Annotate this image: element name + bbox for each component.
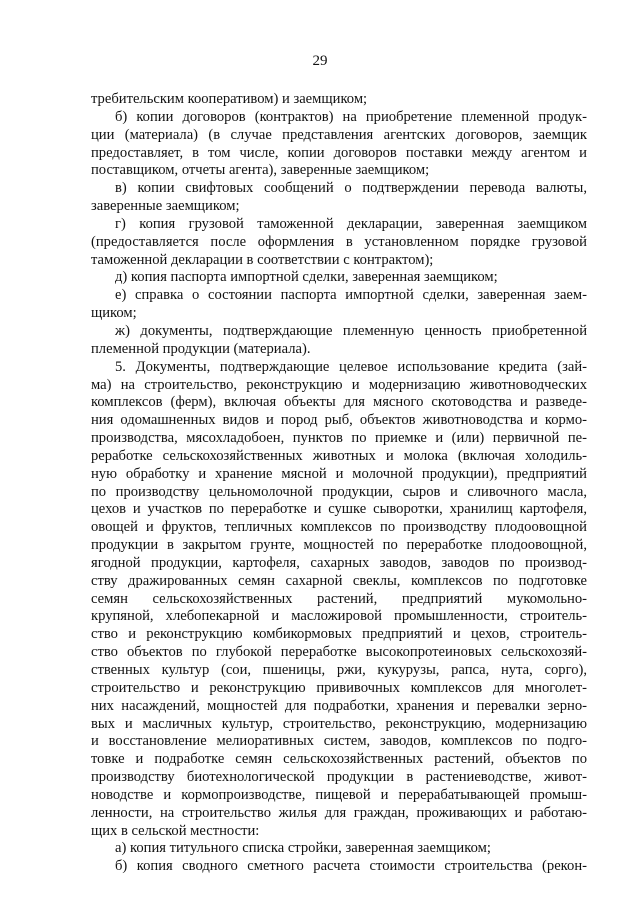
text-line: ную обработку и хранение мясной и молочной продукции), предприятий xyxy=(91,465,587,482)
text-line: требительским кооперативом) и заемщиком; xyxy=(91,91,368,107)
text-line: предоставляет, в том числе, копии договоров поставки между агентом и xyxy=(91,144,587,161)
text-line: таможенной декларации в соответствии с контрактом); xyxy=(91,251,434,268)
text-line: в) копии свифтовых сообщений о подтверждении перевода валюты, xyxy=(115,180,587,197)
text-line: продукции в закрытом грунте, мощностей по переработке плодоовощной, xyxy=(91,537,587,554)
text-line: племенной продукции (материала). xyxy=(91,340,311,357)
text-line: крупяной, хлебопекарной и масложировой промышленности, строитель- xyxy=(91,608,587,625)
text-line: заверенные заемщиком; xyxy=(91,198,240,215)
text-line: цехов и участков по переработке и сушке сыворотки, хранилищ картофеля, xyxy=(91,501,587,518)
text-line: д) копия паспорта импортной сделки, заверенная заемщиком; xyxy=(115,269,498,286)
text-line: новодстве и кормопроизводстве, пищевой и перерабатывающей промыш- xyxy=(91,786,587,803)
text-line: ния одомашненных видов и пород рыб, объектов животноводства и кормо- xyxy=(91,412,587,429)
text-line: ленности, на строительство жилья для граждан, проживающих и работаю- xyxy=(91,804,587,821)
text-line: овощей и фруктов, тепличных комплексов по производству плодоовощной xyxy=(91,519,587,536)
text-line: реработке сельскохозяйственных животных и молока (включая холодиль- xyxy=(91,447,587,464)
text-line: ство и реконструкцию комбикормовых предприятий и цехов, строитель- xyxy=(91,626,587,643)
document-body xyxy=(91,91,587,876)
text-line: ственных культур (сои, пшеницы, ржи, кукурузы, рапса, нута, сорго), xyxy=(91,662,587,678)
text-line: ство объектов по глубокой переработке высокопротеиновых сельскохозяй- xyxy=(91,644,587,661)
text-line: щиком; xyxy=(91,305,137,322)
text-line: поставщиком, отчеты агента), заверенные заемщиком; xyxy=(91,162,430,179)
text-line: а) копия титульного списка стройки, заверенная заемщиком; xyxy=(115,840,491,857)
text-line: ж) документы, подтверждающие племенную ценность приобретенной xyxy=(115,322,587,339)
text-line: семян сельскохозяйственных растений, предприятий мукомольно- xyxy=(91,590,587,607)
text-line: вых и масличных культур, строительство, реконструкцию, модернизацию xyxy=(91,715,587,732)
text-line: е) справка о состоянии паспорта импортной сделки, заверенная заем- xyxy=(115,287,587,304)
text-line: б) копии договоров (контрактов) на приобретение племенной продук- xyxy=(115,108,587,125)
text-line: ству дражированных семян сахарной свеклы, комплексов по подготовке xyxy=(91,572,587,589)
text-line: г) копия грузовой таможенной декларации, заверенная заемщиком xyxy=(115,215,587,232)
text-line: б) копия сводного сметного расчета стоимости строительства (рекон- xyxy=(115,858,587,875)
text-line: производства, мясохладобоен, пунктов по приемке и (или) первичной пе- xyxy=(91,430,587,447)
text-line: комплексов (ферм), включая объекты для мясного скотоводства и разведе- xyxy=(91,394,587,411)
text-line: ма) на строительство, реконструкцию и модернизацию животноводческих xyxy=(91,376,587,393)
text-line: по производству цельномолочной продукции, сыров и сливочного масла, xyxy=(91,483,587,500)
text-line: щих в сельской местности: xyxy=(91,822,260,839)
text-line: 5. Документы, подтверждающие целевое использование кредита (зай- xyxy=(115,358,587,375)
text-line: (предоставляется после оформления в установленном порядке грузовой xyxy=(91,233,587,250)
text-line: строительство и реконструкцию прививочных комплексов для многолет- xyxy=(91,679,587,696)
text-line: них насаждений, мощностей для подработки, хранения и перевалки зерно- xyxy=(91,697,587,714)
text-line: ягодной продукции, картофеля, сахарных заводов, заводов по производ- xyxy=(91,554,587,571)
text-line: производству биотехнологической продукции в растениеводстве, живот- xyxy=(91,769,587,786)
text-line: ции (материала) (в случае представления агентских договоров, заемщик xyxy=(91,126,587,143)
page-number: 29 xyxy=(312,53,328,69)
text-line: товке и подработке семян сельскохозяйственных растений, объектов по xyxy=(91,751,587,768)
text-line: и восстановление мелиоративных систем, заводов, комплексов по подго- xyxy=(91,733,587,750)
